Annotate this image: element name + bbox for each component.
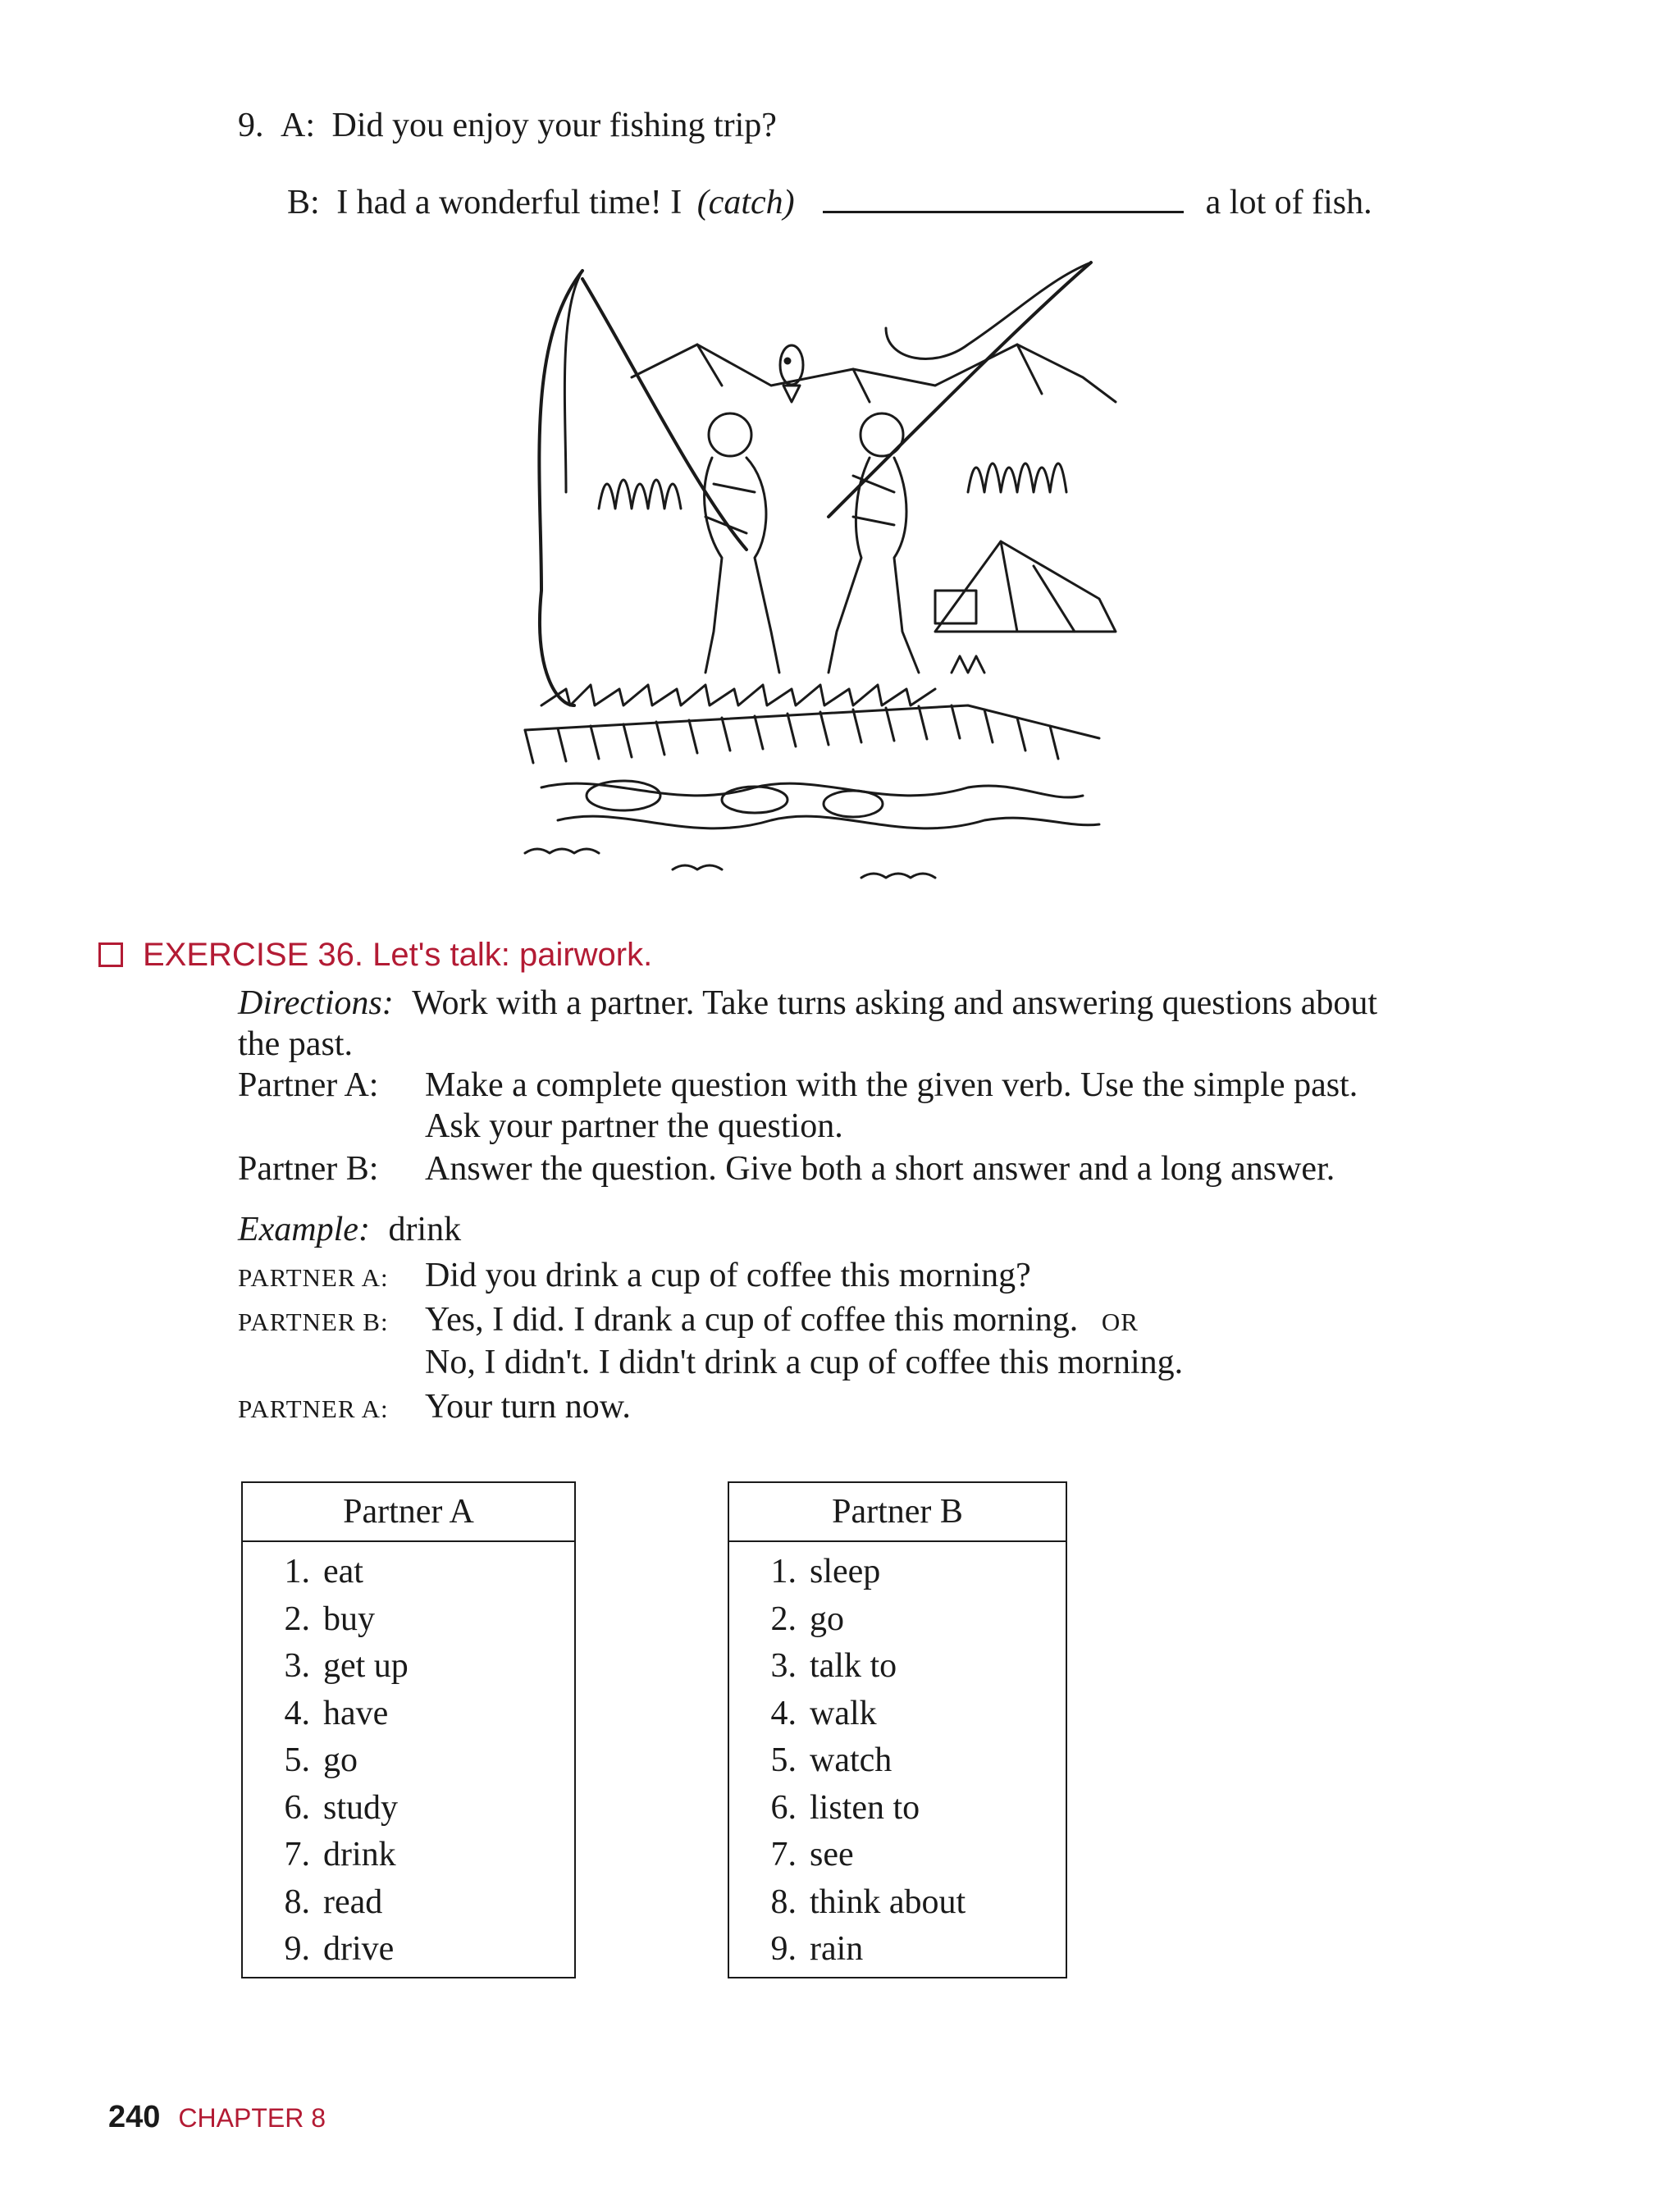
partner-a-table — [241, 1481, 576, 1978]
example-label: Example: — [238, 1211, 370, 1248]
partner-a-instruction-1: Make a complete question with the given verb. Use the simple past. — [425, 1066, 1358, 1104]
list-item: 2. go — [770, 1600, 844, 1638]
directions-line-1 — [238, 983, 1377, 1024]
dialogue-speaker: PARTNER A: — [238, 1263, 389, 1292]
partner-a-instruction-2: Ask your partner the question. — [425, 1107, 843, 1145]
exercise-title: EXERCISE 36. Let's talk: pairwork. — [143, 936, 653, 973]
answer-text-after: a lot of fish. — [1205, 184, 1372, 221]
list-item: 8. read — [284, 1883, 383, 1921]
chapter-label: CHAPTER 8 — [178, 2103, 326, 2133]
list-item: 1. eat — [284, 1553, 363, 1590]
dialogue-text: Did you drink a cup of coffee this morning? — [425, 1257, 1031, 1294]
partner-a-list — [243, 1542, 574, 1974]
example-verb: drink — [388, 1211, 462, 1248]
dialogue-text: Your turn now. — [425, 1388, 631, 1426]
list-item: 8. think about — [770, 1883, 966, 1921]
verb-prompt: (catch) — [696, 184, 795, 221]
directions-text: Work with a partner. Take turns asking and answering questions about — [412, 984, 1378, 1022]
list-item: 6. study — [284, 1788, 399, 1827]
partner-a-header: Partner A — [243, 1483, 574, 1542]
list-item: 5. watch — [770, 1741, 892, 1779]
item-number: 9. — [238, 107, 264, 144]
dialogue-line-2 — [238, 1299, 1139, 1343]
list-item: 3. talk to — [770, 1647, 897, 1685]
question-text: Did you enjoy your fishing trip? — [331, 107, 777, 144]
dialogue-speaker: PARTNER B: — [238, 1307, 389, 1336]
directions-label: Directions: — [238, 984, 394, 1022]
partner-b-list — [729, 1542, 1066, 1974]
partner-b-header: Partner B — [729, 1483, 1066, 1542]
list-item: 1. sleep — [770, 1553, 881, 1590]
partner-a-label: Partner A: — [238, 1066, 379, 1104]
speaker-b-label: B: — [287, 184, 320, 221]
dialogue-line-4 — [238, 1386, 631, 1430]
list-item: 5. go — [284, 1741, 358, 1779]
speaker-a-label: A: — [281, 107, 315, 144]
page-number: 240 — [108, 2100, 161, 2134]
dialogue-line-3 — [425, 1342, 1183, 1383]
list-item: 2. buy — [284, 1600, 375, 1638]
example-line — [238, 1209, 461, 1250]
answer-blank[interactable] — [823, 186, 1184, 213]
dialogue-line-1 — [238, 1255, 1031, 1298]
item-9-question — [238, 105, 777, 146]
list-item: 3. get up — [284, 1647, 409, 1685]
dialogue-speaker: PARTNER A: — [238, 1394, 389, 1423]
list-item: 7. see — [770, 1836, 854, 1873]
checkbox-icon[interactable] — [98, 942, 123, 967]
partner-b-table — [728, 1481, 1067, 1978]
dialogue-text: Yes, I did. I drank a cup of coffee this morning. — [425, 1301, 1079, 1339]
partner-b-label: Partner B: — [238, 1150, 379, 1188]
list-item: 4. have — [284, 1694, 389, 1732]
directions-line-2: the past. — [238, 1025, 353, 1063]
dialogue-text: No, I didn't. I didn't drink a cup of coffee this morning. — [425, 1344, 1184, 1381]
item-9-answer — [287, 182, 1372, 223]
list-item: 9. rain — [770, 1930, 864, 1968]
exercise-heading — [98, 933, 652, 976]
fishing-scene-illustration — [509, 246, 1132, 886]
dialogue-or: OR — [1101, 1307, 1139, 1336]
list-item: 4. walk — [770, 1694, 877, 1732]
list-item: 7. drink — [284, 1836, 396, 1873]
page-footer — [108, 2100, 326, 2135]
answer-text-before: I had a wonderful time! I — [336, 184, 682, 221]
partner-b-instruction: Answer the question. Give both a short answer and a long answer. — [425, 1150, 1335, 1188]
list-item: 6. listen to — [770, 1788, 920, 1827]
list-item: 9. drive — [284, 1930, 395, 1968]
